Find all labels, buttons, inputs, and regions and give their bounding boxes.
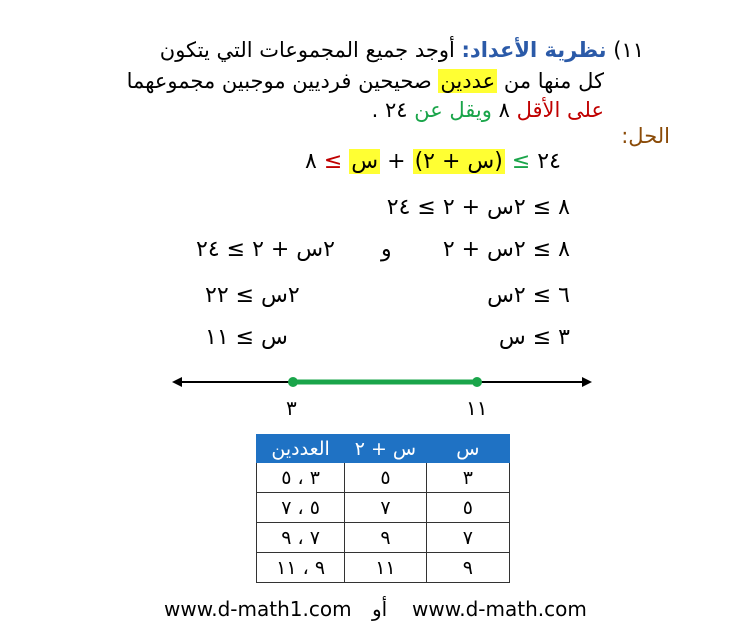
header-x-plus-2: س + ٢ [345, 435, 426, 463]
problem-line-3 [372, 96, 604, 124]
cell-pair: ٧ ، ٩ [257, 523, 345, 553]
equation-row-3-and: و [381, 237, 392, 262]
header-x: س [426, 435, 509, 463]
eq1-paren-expr: س + ٢ [423, 149, 495, 174]
pairs-table [256, 434, 510, 583]
table-row [257, 523, 510, 553]
cell-x-plus-2: ١١ [345, 553, 426, 583]
eq1-left-bound: ٨ [305, 149, 317, 174]
footer-link-d-math1[interactable]: www.d-math1.com [164, 597, 352, 621]
cell-x-plus-2: ٥ [345, 463, 426, 493]
eq1-ge-green: ≥ [511, 149, 531, 174]
cell-x: ٧ [426, 523, 509, 553]
problem-number: ١١) [613, 38, 644, 62]
equation-row-4-right: ٦ ≥ ٢س [487, 283, 570, 308]
right-endpoint [472, 377, 482, 387]
header-pair: العددين [257, 435, 345, 463]
eq1-paren-highlight: (س + ٢) [414, 149, 503, 174]
problem-min-number: ٨ [498, 98, 510, 122]
left-endpoint [288, 377, 298, 387]
left-arrow-icon [172, 377, 182, 387]
cell-x-plus-2: ٧ [345, 493, 426, 523]
right-arrow-icon [582, 377, 592, 387]
number-line [170, 370, 594, 398]
number-line-label-left: ٣ [286, 396, 297, 420]
equation-row-4-left: ٢س ≥ ٢٢ [205, 283, 300, 308]
highlighted-word: عددين [440, 69, 496, 93]
eq1-plus: + [387, 149, 406, 174]
eq1-ge-red: ≥ [323, 149, 343, 174]
problem-line-2-before: كل منها من [503, 69, 604, 93]
problem-line-1 [160, 36, 644, 64]
equation-row-2: ٨ ≥ ٢س + ٢ ≥ ٢٤ [386, 195, 570, 220]
equation-row-5-right: ٣ ≥ س [498, 325, 570, 350]
equation-row-3-left: ٢س + ٢ ≥ ٢٤ [196, 237, 335, 262]
cell-pair: ٣ ، ٥ [257, 463, 345, 493]
footer-link-d-math[interactable]: www.d-math.com [412, 597, 587, 621]
problem-less-than: ويقل عن [414, 98, 492, 122]
cell-x: ٣ [426, 463, 509, 493]
cell-x-plus-2: ٩ [345, 523, 426, 553]
table-row [257, 553, 510, 583]
problem-line-1-text: أوجد جميع المجموعات التي يتكون [159, 38, 455, 62]
problem-max-number: ٢٤ . [371, 98, 408, 122]
problem-line-2-after: صحيحين فرديين موجبين مجموعهما [126, 69, 432, 93]
cell-x: ٥ [426, 493, 509, 523]
cell-x: ٩ [426, 553, 509, 583]
problem-line-2 [127, 67, 604, 95]
table-row [257, 463, 510, 493]
eq1-right-bound: ٢٤ [537, 149, 561, 174]
footer-or: أو [372, 597, 388, 621]
cell-pair: ٩ ، ١١ [257, 553, 345, 583]
cell-pair: ٥ ، ٧ [257, 493, 345, 523]
equation-row-3-right: ٨ ≥ ٢س + ٢ [442, 237, 570, 262]
table-row [257, 493, 510, 523]
number-line-label-right: ١١ [466, 396, 488, 420]
solution-label: الحل: [621, 124, 670, 148]
table-header-row [257, 435, 510, 463]
problem-topic: نظرية الأعداد: [461, 38, 607, 62]
problem-at-least: على الأقل [516, 98, 604, 122]
equation-row-1 [305, 148, 561, 176]
eq1-var-highlight: س [351, 149, 379, 174]
equation-row-5-left: س ≥ ١١ [205, 325, 288, 350]
